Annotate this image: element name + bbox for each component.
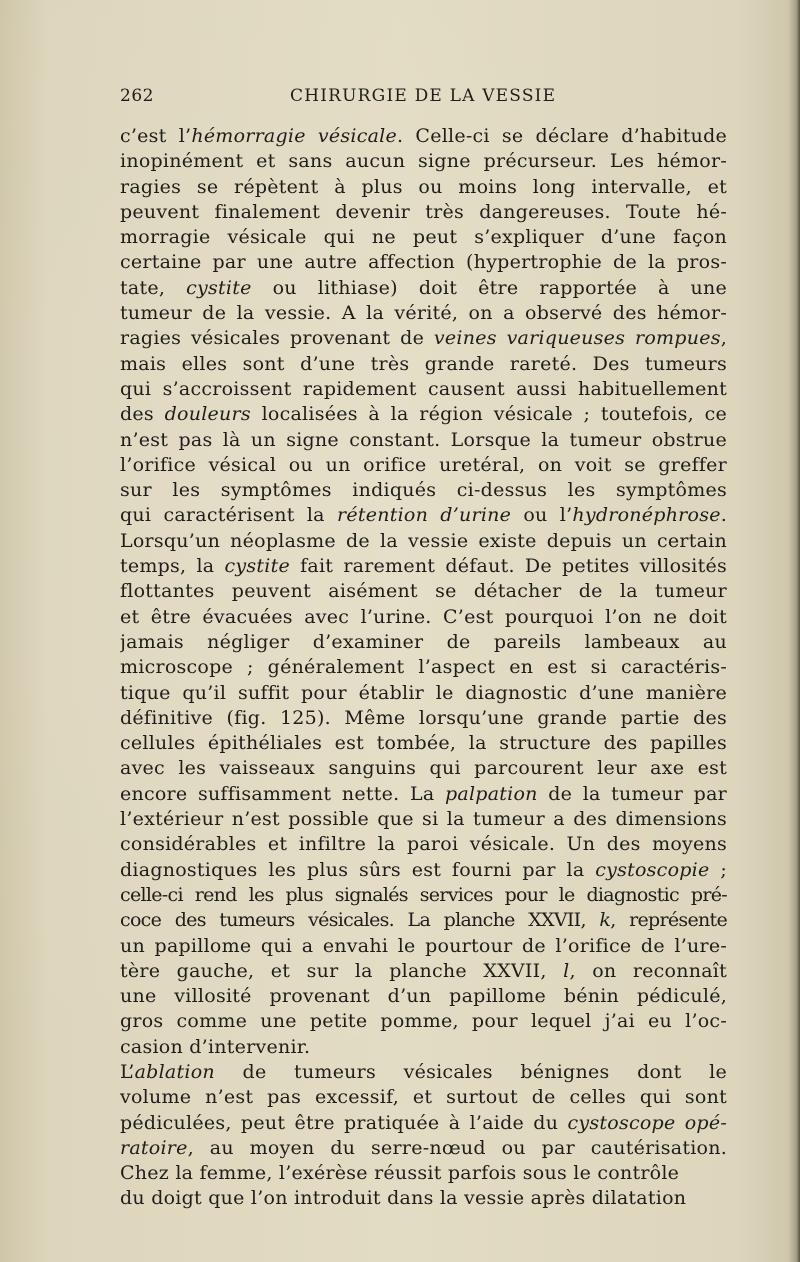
text-line: tate, cystite ou lithiase) doit être rapportée à une [120, 276, 727, 299]
text-line: une villosité provenant d’un papillome bénin pédiculé, [120, 985, 727, 1008]
text-line: morragie vésicale qui ne peut s’expliquer d’une façon [120, 226, 727, 249]
running-head [120, 86, 727, 112]
text-line: cellules épithéliales est tombée, la structure des papilles [120, 732, 727, 755]
running-title: CHIRURGIE DE LA VESSIE [290, 86, 557, 106]
text-line: l’extérieur n’est possible que si la tumeur a des dimensions [120, 808, 727, 831]
text-line: sur les symptômes indiqués ci-dessus les symptômes [120, 479, 727, 502]
text-line: c’est l’hémorragie vésicale. Celle-ci se déclare d’habitude [120, 125, 727, 147]
text-line: gros comme une petite pomme, pour lequel j’ai eu l’oc- [120, 1010, 727, 1033]
text-line: considérables et infiltre la paroi vésicale. Un des moyens [120, 833, 727, 856]
text-line: définitive (fig. 125). Même lorsqu’une grande partie des [120, 706, 727, 729]
text-line: flottantes peuvent aisément se détacher de la tumeur [120, 580, 727, 603]
text-line: qui caractérisent la rétention d’urine ou l’hydronéphrose. [120, 504, 727, 527]
text-line: celle-ci rend les plus signalés services pour le diagnostic pré- [120, 883, 727, 906]
text-line: temps, la cystite fait rarement défaut. De petites villosités [120, 555, 727, 578]
text-line: tumeur de la vessie. A la vérité, on a observé des hémor- [120, 302, 727, 325]
text-line: diagnostiques les plus sûrs est fourni par la cystoscopie ; [120, 858, 727, 881]
text-line: et être évacuées avec l’urine. C’est pourquoi l’on ne doit [120, 605, 727, 628]
text-line: Lorsqu’un néoplasme de la vessie existe depuis un certain [120, 529, 727, 552]
text-line: inopinément et sans aucun signe précurseur. Les hémor- [120, 150, 727, 173]
text-line: mais elles sont d’une très grande rareté. Des tumeurs [120, 352, 727, 375]
text-line: qui s’accroissent rapidement causent aussi habituellement [120, 377, 727, 400]
text-line: du doigt que l’on introduit dans la vessie après dilatation [120, 1187, 687, 1210]
text-line: ragies vésicales provenant de veines variqueuses rompues, [120, 327, 727, 350]
text-line: ratoire, au moyen du serre-nœud ou par cautérisation. [120, 1136, 727, 1159]
body-text [120, 124, 727, 1212]
text-line: un papillome qui a envahi le pourtour de l’orifice de l’ure- [120, 934, 727, 957]
text-line: tique qu’il suffit pour établir le diagnostic d’une manière [120, 681, 727, 704]
text-line: Chez la femme, l’exérèse réussit parfois sous le contrôle [120, 1162, 680, 1185]
text-line: pédiculées, peut être pratiquée à l’aide du cystoscope opé- [120, 1111, 727, 1134]
text-line: coce des tumeurs vésicales. La planche XXVII, k, représente [120, 909, 727, 932]
page-edge-shadow [788, 0, 800, 1262]
text-line: l’orifice vésical ou un orifice uretéral, on voit se greffer [120, 453, 727, 476]
text-line: microscope ; généralement l’aspect en est si caractéris- [120, 656, 727, 679]
text-line: encore suffisamment nette. La palpation de la tumeur par [120, 782, 727, 805]
text-line: jamais négliger d’examiner de pareils lambeaux au [120, 630, 727, 653]
text-line: volume n’est pas excessif, et surtout de celles qui sont [120, 1086, 727, 1109]
text-line: peuvent finalement devenir très dangereuses. Toute hé- [120, 200, 727, 223]
text-line: ragies se répètent à plus ou moins long intervalle, et [120, 175, 727, 198]
page-number: 262 [120, 86, 154, 106]
text-line: casion d’intervenir. [120, 1035, 311, 1058]
text-line: n’est pas là un signe constant. Lorsque la tumeur obstrue [120, 428, 727, 451]
text-line: avec les vaisseaux sanguins qui parcourent leur axe est [120, 757, 727, 780]
text-line: certaine par une autre affection (hypertrophie de la pros- [120, 251, 727, 274]
text-line: des douleurs localisées à la région vésicale ; toutefois, ce [120, 403, 727, 426]
text-line: tère gauche, et sur la planche XXVII, l, on reconnaît [120, 959, 727, 982]
text-line: L’ablation de tumeurs vésicales bénignes dont le [120, 1060, 727, 1083]
